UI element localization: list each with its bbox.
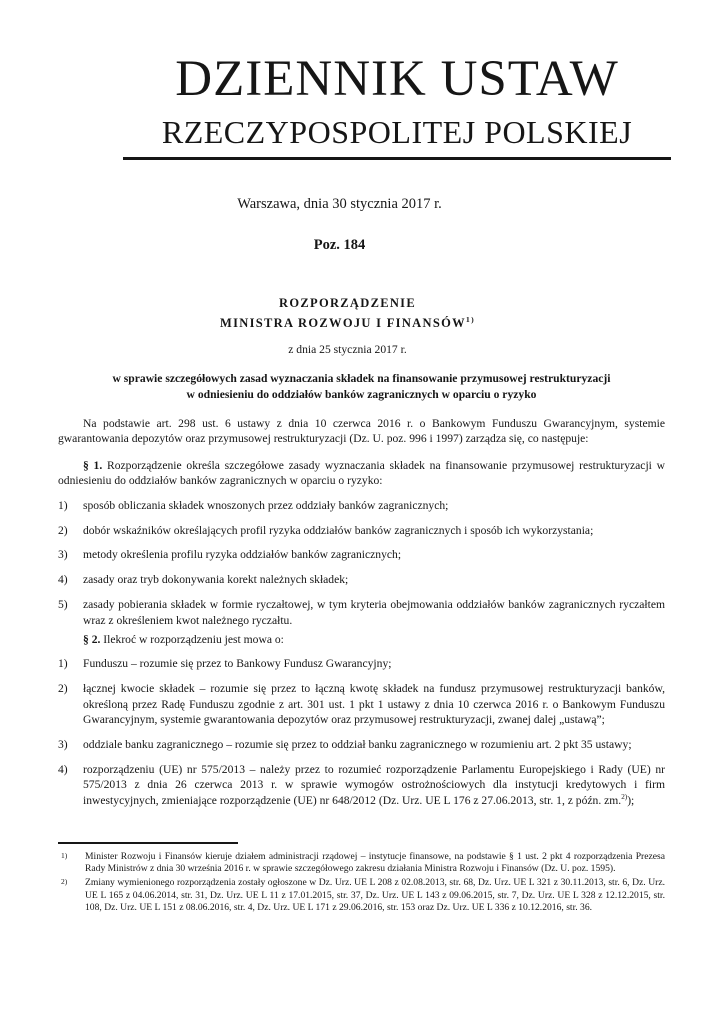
list-item <box>58 547 665 562</box>
section-2-paragraph <box>58 632 665 647</box>
list-item-number: 4) <box>58 573 68 587</box>
footnote-2 <box>58 877 665 914</box>
footnote-ref-1: 1) <box>465 314 475 324</box>
list-item-number: 4) <box>58 763 68 776</box>
list-item <box>58 737 665 752</box>
footnote-2-marker: 2) <box>61 877 68 887</box>
act-type-heading: ROZPORZĄDZENIE <box>279 296 416 310</box>
list-item <box>58 656 665 671</box>
footnote-ref-2: 2) <box>621 792 628 801</box>
list-item-number: 1) <box>58 498 68 512</box>
footnote-1-text: Minister Rozwoju i Finansów kieruje działem administracji rządowej – instytucje finansowe, na podstawie § 1 ust. 2 pkt 4 rozporządzenia Prezesa Rady Ministrów z dnia 30 września 2016 r. w sprawie szczegółowego zakresu działania Ministra Rozwoju i Finansów (Dz. U. poz. 1595). <box>85 851 665 875</box>
list-item-text: metody określenia profilu ryzyka oddziałów banków zagranicznych; <box>83 548 402 562</box>
act-subject-heading <box>58 371 665 403</box>
footnote-1 <box>58 851 665 875</box>
act-issuer-text: MINISTRA ROZWOJU I FINANSÓW <box>220 316 466 330</box>
act-date-heading: z dnia 25 stycznia 2017 r. <box>288 343 407 356</box>
footnote-1-marker: 1) <box>61 851 68 860</box>
list-item <box>58 681 665 727</box>
list-item <box>58 572 665 587</box>
list-item-number: 5) <box>58 598 68 612</box>
list-item-text-suffix: ); <box>627 793 635 807</box>
list-item-number: 2) <box>58 682 68 696</box>
list-item-text: Funduszu – rozumie się przez to Bankowy Fundusz Gwarancyjny; <box>83 657 392 671</box>
section-2-label: § 2. <box>83 633 101 647</box>
section-1-intro: Rozporządzenie określa szczegółowe zasady wyznaczania składek na finansowanie przymusowej restrukturyzacji w odniesieniu do oddziałów banków zagranicznych w oparciu o ryzyko: <box>58 458 665 488</box>
list-item-number: 3) <box>58 738 68 752</box>
footnotes-section <box>58 842 665 916</box>
list-item-text: zasady pobierania składek w formie ryczałtowej, w tym kryteria obejmowania oddziałów banków zagranicznych ryczałtem wraz z określeniem kwot należnego ryczałtu. <box>83 598 665 627</box>
act-issuer-heading <box>44 316 651 331</box>
list-item-text: zasady oraz tryb dokonywania korekt należnych składek; <box>83 573 349 587</box>
section-1-label: § 1. <box>83 458 103 472</box>
list-item <box>58 523 665 538</box>
footnote-2-text: Zmiany wymienionego rozporządzenia zostały ogłoszone w Dz. Urz. UE L 208 z 02.08.2013, str. 68, Dz. Urz. UE L 321 z 30.11.2013, str. 6, Dz. Urz. UE L 165 z 04.06.2014, str. 31, Dz. Urz. UE L 11 z 17.01.2015, str. 37, Dz. Urz. UE L 143 z 09.06.2015, str. 7, Dz. Urz. UE L 328 z 12.12.2015, str. 108, Dz. Urz. UE L 151 z 08.06.2016, str. 4, Dz. Urz. UE L 171 z 29.06.2016, str. 153 oraz Dz. Urz. UE L 336 z 10.12.2016, str. 36. <box>85 877 665 913</box>
section-1-paragraph <box>58 458 665 489</box>
list-item-text: dobór wskaźników określających profil ryzyka oddziałów banków zagranicznych i sposób ich wykorzystania; <box>83 523 594 537</box>
list-item <box>58 498 665 513</box>
act-subject-line-2: w odniesieniu do oddziałów banków zagranicznych w oparciu o ryzyko <box>186 388 537 401</box>
list-item-number: 3) <box>58 548 68 562</box>
list-item-text: rozporządzeniu (UE) nr 575/2013 – należy przez to rozumieć rozporządzenie Parlamentu Europejskiego i Rady (UE) nr 575/2013 z dnia 26 czerwca 2013 r. w sprawie wymogów ostrożnościowych dla instytucji kredytowych i firm inwestycyjnych, zmieniające rozporządzenie (UE) nr 648/2012 (Dz. Urz. UE L 176 z 27.06.2013, str. 1, z późn. zm. <box>83 763 665 807</box>
list-item-number: 1) <box>58 657 68 671</box>
section-2-list <box>58 656 665 808</box>
list-item <box>58 762 665 808</box>
act-subject-line-1: w sprawie szczegółowych zasad wyznaczania składek na finansowanie przymusowej restrukturyzacji <box>112 372 611 385</box>
list-item <box>58 597 665 628</box>
list-item-text: łącznej kwocie składek – rozumie się przez to łączną kwotę składek na fundusz przymusowej restrukturyzacji banków, określoną przez Radę Funduszu zgodnie z art. 301 ust. 1 pkt 1 ustawy z dnia 10 czerwca 2016 r. o Bankowym Funduszu Gwarancyjnym, systemie gwarantowania depozytów oraz przymusowej restrukturyzacji, zwanej dalej „ustawą”; <box>83 682 665 727</box>
masthead <box>123 51 671 160</box>
dateline: Warszawa, dnia 30 stycznia 2017 r. <box>237 196 442 212</box>
section-2-intro: Ilekroć w rozporządzeniu jest mowa o: <box>103 633 284 647</box>
position-number: Poz. 184 <box>313 237 366 253</box>
list-item-text: oddziale banku zagranicznego – rozumie się przez to oddział banku zagranicznego w rozumieniu art. 2 pkt 35 ustawy; <box>83 738 632 752</box>
act-body <box>58 416 665 808</box>
journal-subtitle: RZECZYPOSPOLITEJ POLSKIEJ <box>161 114 633 150</box>
masthead-rule <box>123 157 671 160</box>
journal-title: DZIENNIK USTAW <box>175 51 619 107</box>
page-content <box>58 196 665 808</box>
list-item-number: 2) <box>58 523 68 537</box>
preamble-paragraph: Na podstawie art. 298 ust. 6 ustawy z dnia 10 czerwca 2016 r. o Bankowym Funduszu Gwarancyjnym, systemie gwarantowania depozytów oraz przymusowej restrukturyzacji (Dz. U. poz. 996 i 1997) zarządza się, co następuje: <box>58 417 665 446</box>
footnote-separator-rule <box>58 842 238 844</box>
section-1-list <box>58 498 665 628</box>
list-item-text: sposób obliczania składek wnoszonych przez oddziały banków zagranicznych; <box>83 498 449 512</box>
